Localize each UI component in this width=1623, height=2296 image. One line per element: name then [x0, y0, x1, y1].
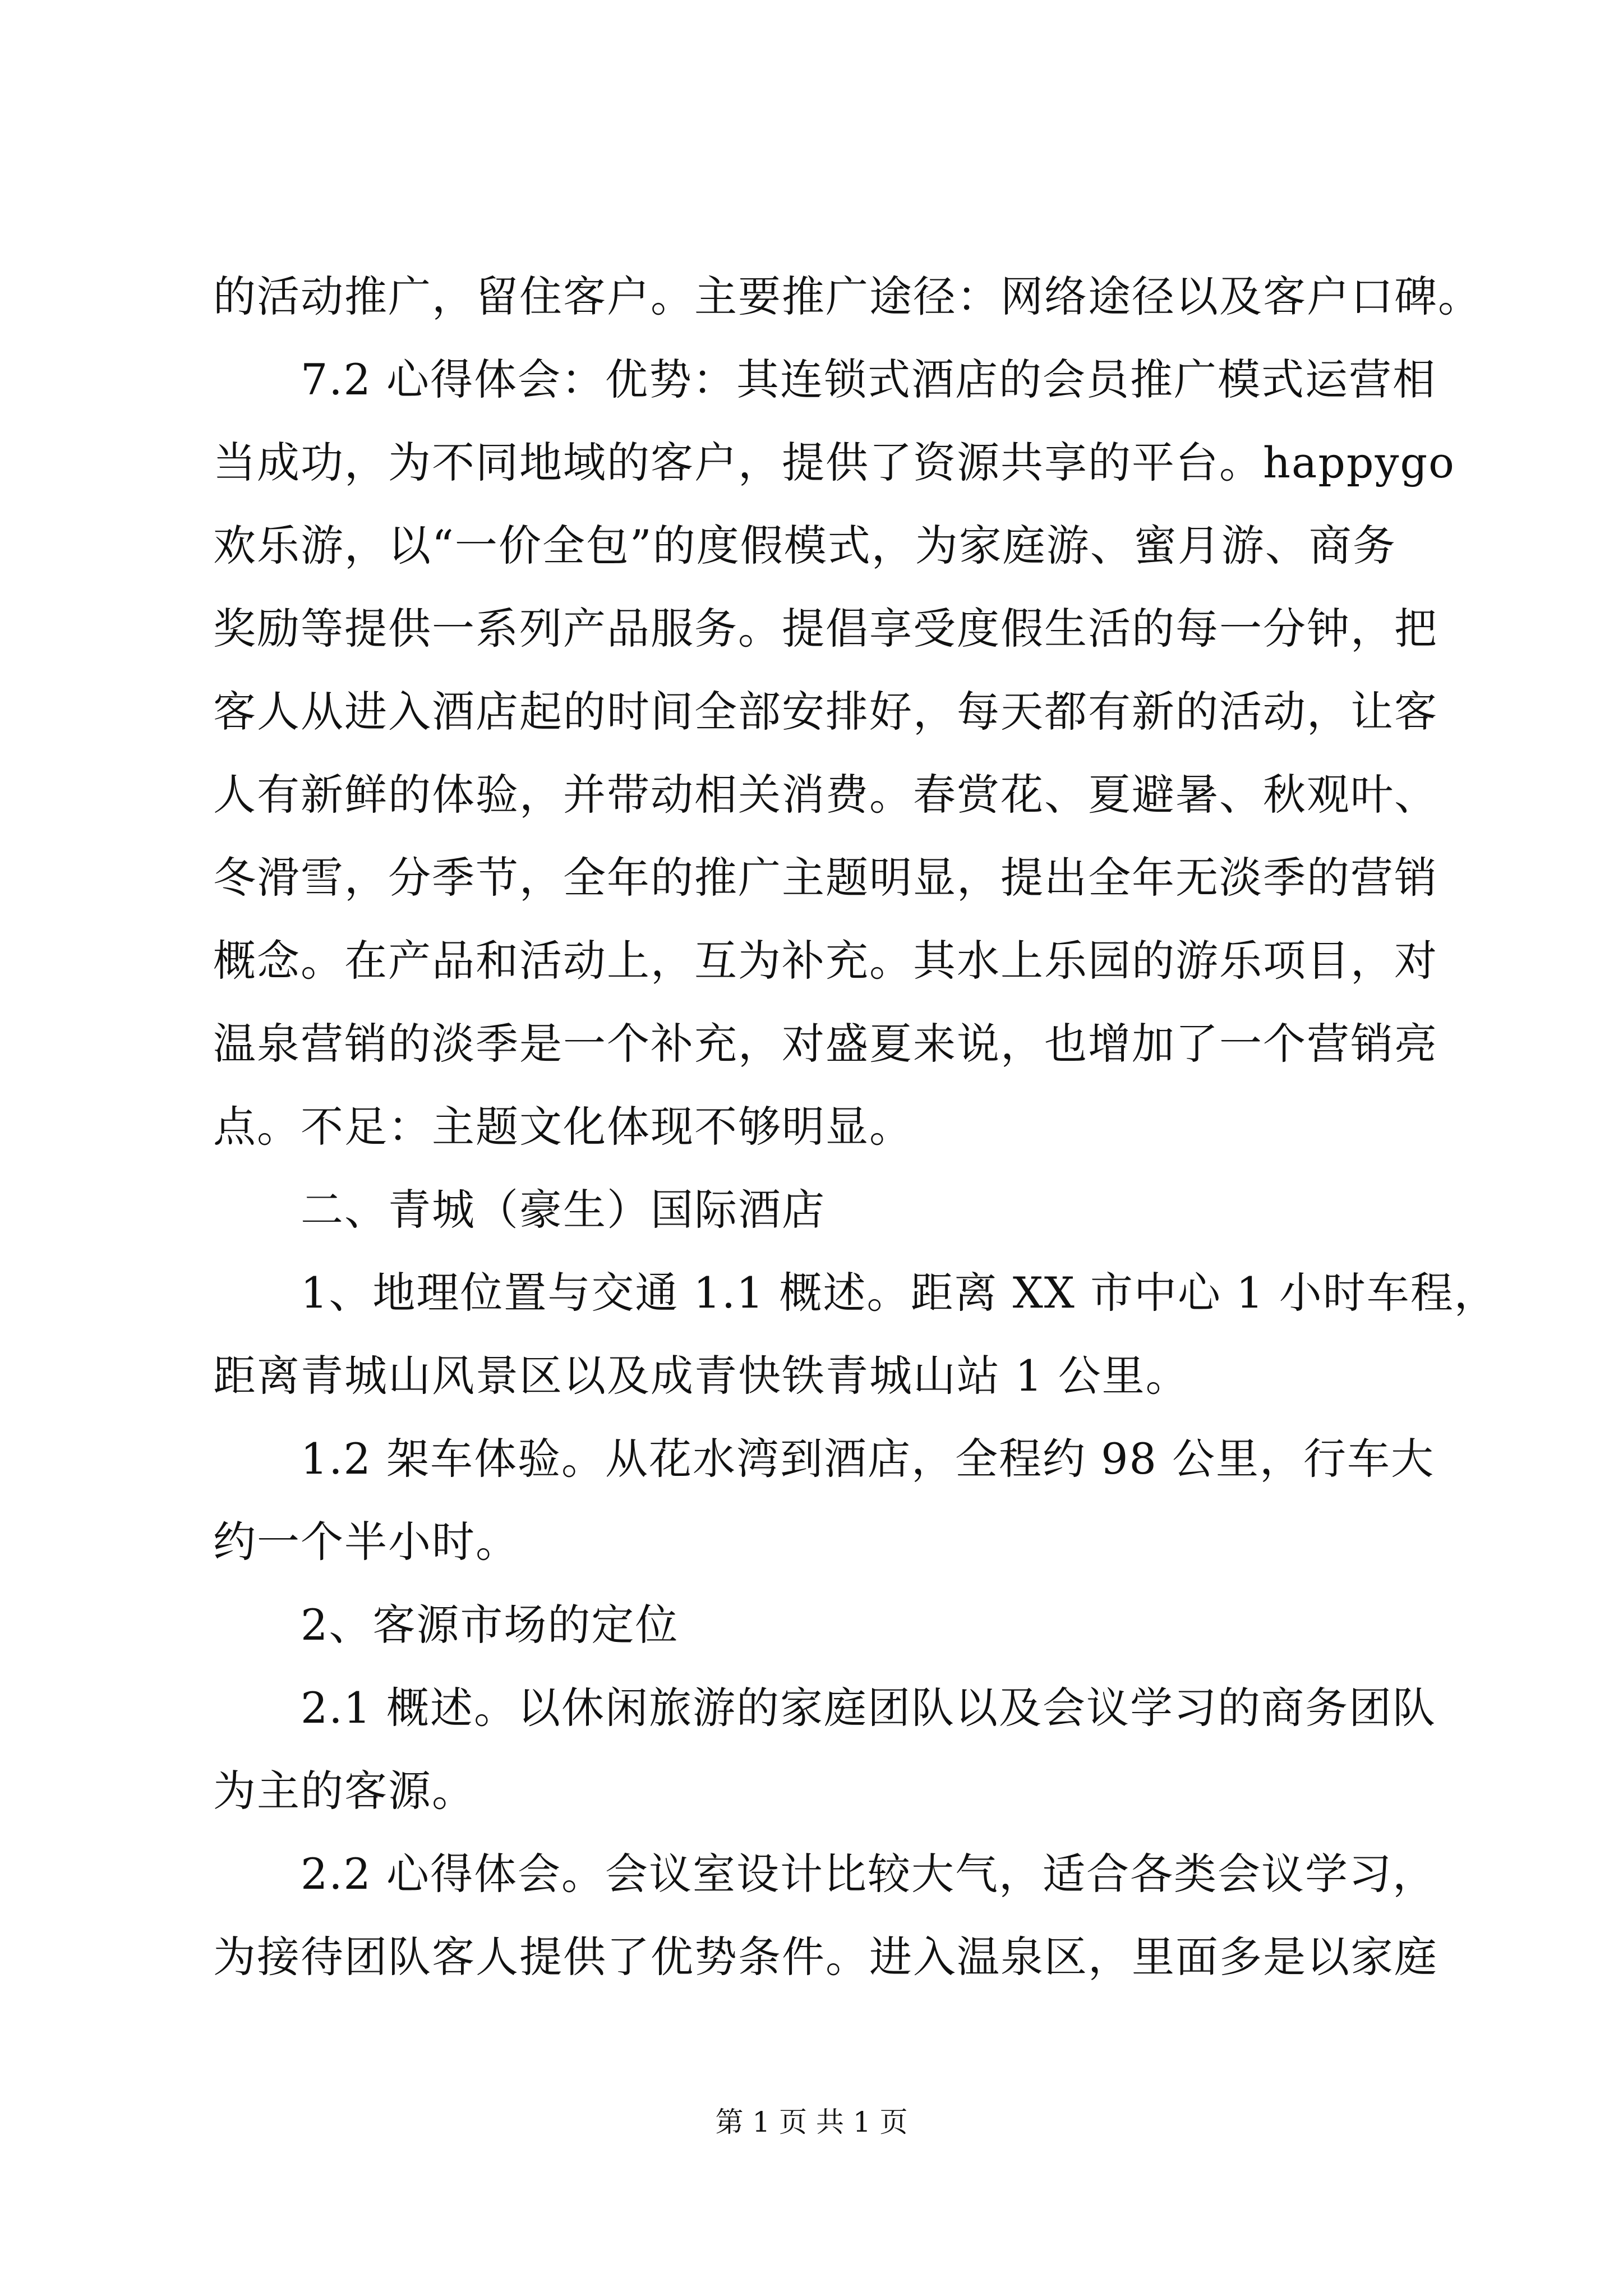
- text-line: 2.2 心得体会。会议室设计比较大气，适合各类会议学习，: [301, 1849, 1437, 1899]
- section-heading: 二、青城（豪生）国际酒店: [301, 1185, 826, 1235]
- text-line: 距离青城山风景区以及成青快铁青城山站 1 公里。: [213, 1351, 1189, 1401]
- text-line: 1、地理位置与交通 1.1 概述。距离 XX 市中心 1 小时车程，: [301, 1268, 1498, 1318]
- body-text: [213, 255, 1498, 1999]
- text-line: 冬滑雪，分季节，全年的推广主题明显，提出全年无淡季的营销: [213, 853, 1438, 903]
- text-line: 温泉营销的淡季是一个补充，对盛夏来说，也增加了一个营销亮: [213, 1019, 1438, 1069]
- text-line: 2.1 概述。以休闲旅游的家庭团队以及会议学习的商务团队: [301, 1683, 1437, 1733]
- text-line: 约一个半小时。: [213, 1517, 519, 1567]
- text-line: 7.2 心得体会：优势：其连锁式酒店的会员推广模式运营相: [301, 355, 1437, 404]
- text-line: 为接待团队客人提供了优势条件。进入温泉区，里面多是以家庭: [213, 1932, 1438, 1982]
- text-line: 1.2 架车体验。从花水湾到酒店，全程约 98 公里，行车大: [301, 1434, 1435, 1484]
- text-line: 当成功，为不同地域的客户，提供了资源共享的平台。happygo: [213, 438, 1455, 487]
- text-line: 的活动推广，留住客户。主要推广途径：网络途径以及客户口碑。: [213, 272, 1482, 321]
- text-line: 客人从进入酒店起的时间全部安排好，每天都有新的活动，让客: [213, 687, 1438, 737]
- text-line: 概念。在产品和活动上，互为补充。其水上乐园的游乐项目，对: [213, 936, 1438, 986]
- page-number-footer: 第 1 页 共 1 页: [715, 2106, 908, 2138]
- subsection-heading: 2、客源市场的定位: [301, 1600, 679, 1650]
- text-line: 欢乐游，以“一价全包”的度假模式，为家庭游、蜜月游、商务: [213, 521, 1396, 570]
- text-line: 点。不足：主题文化体现不够明显。: [213, 1102, 913, 1152]
- text-line: 奖励等提供一系列产品服务。提倡享受度假生活的每一分钟，把: [213, 604, 1438, 654]
- text-line: 为主的客源。: [213, 1766, 476, 1816]
- text-line: 人有新鲜的体验，并带动相关消费。春赏花、夏避暑、秋观叶、: [213, 770, 1438, 820]
